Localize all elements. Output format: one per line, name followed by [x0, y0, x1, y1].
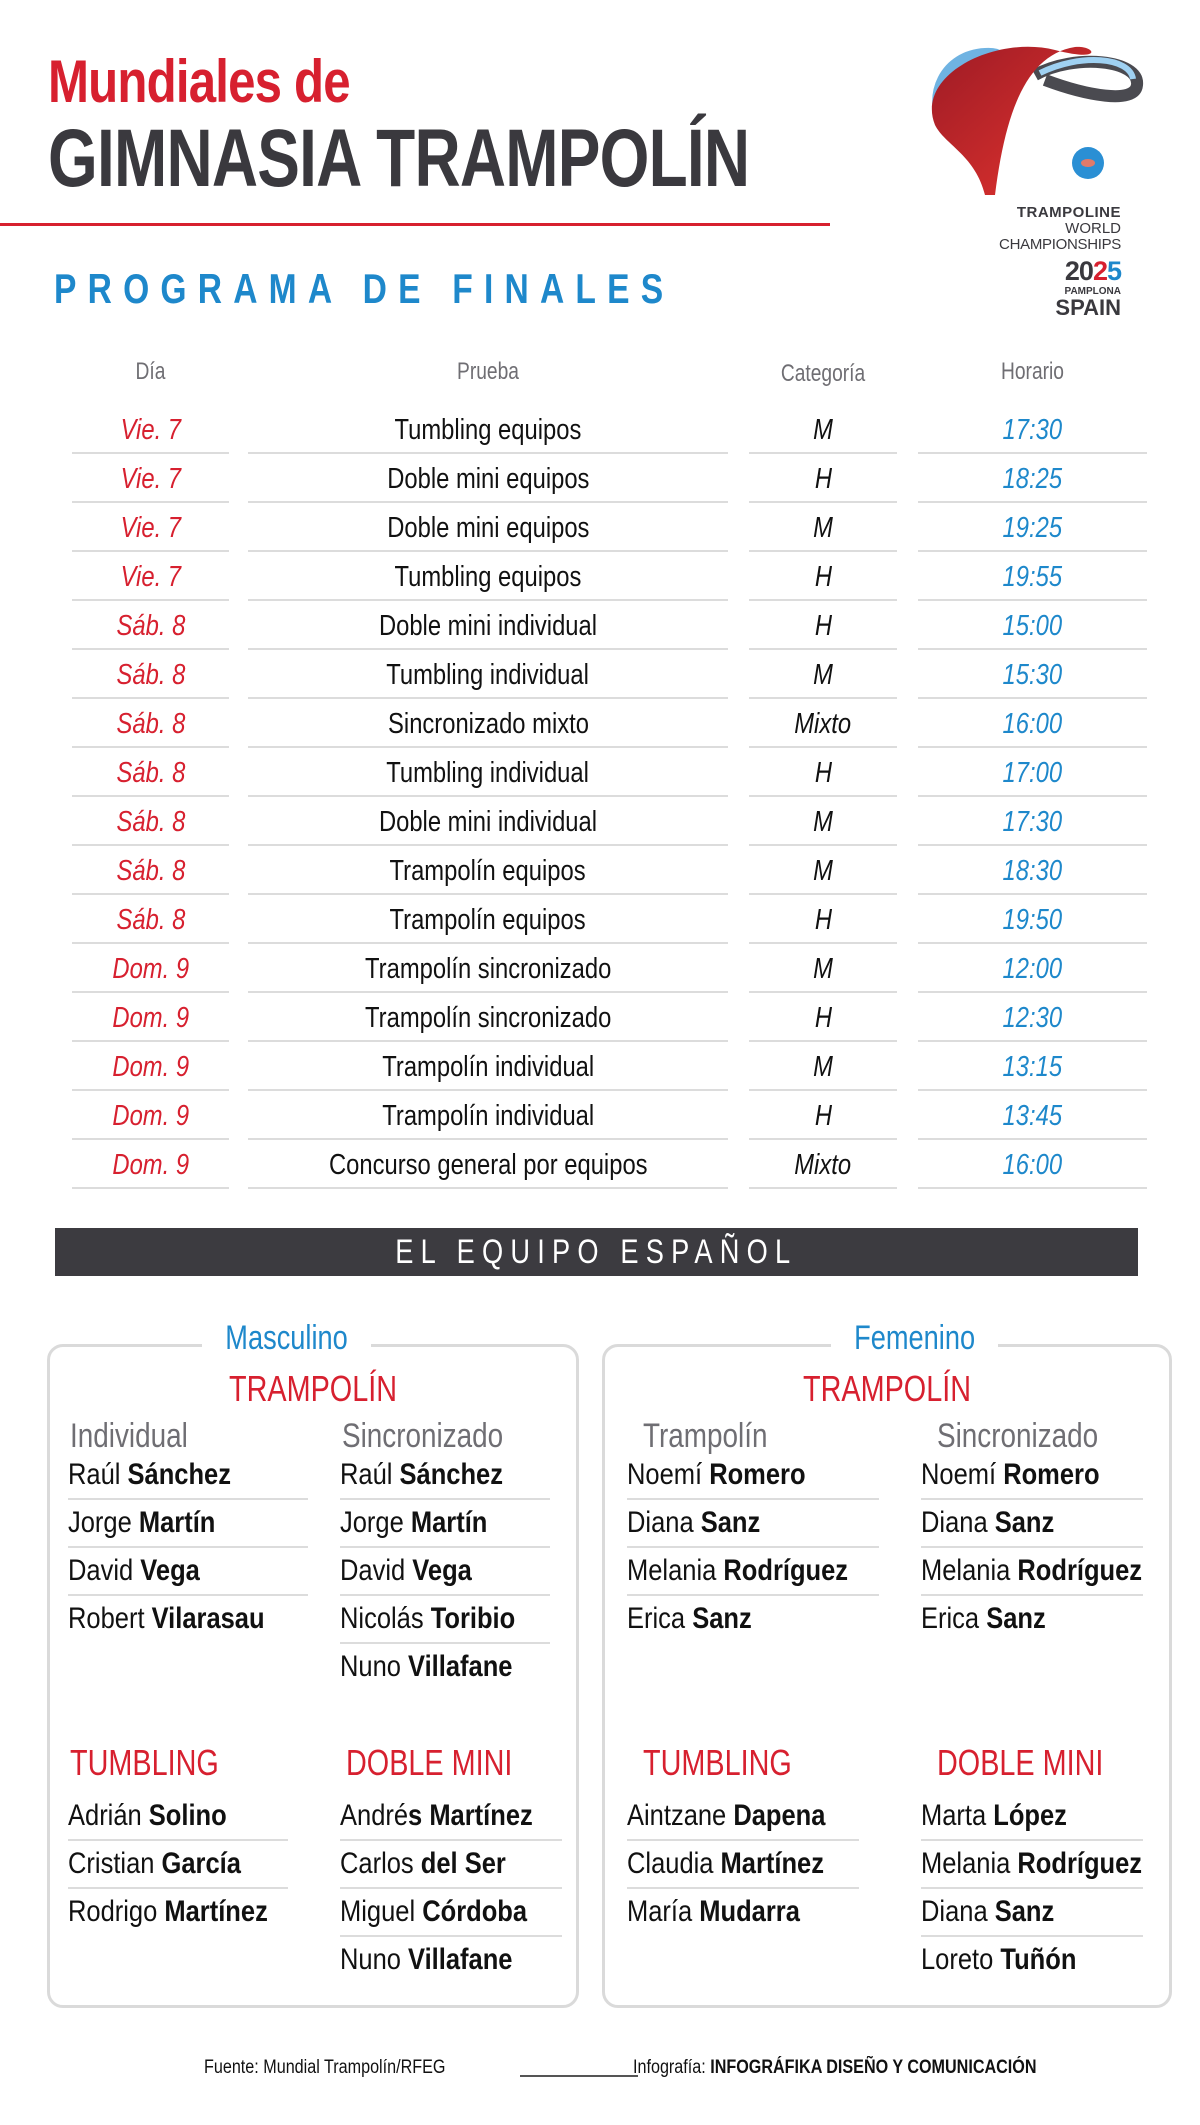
athlete-name: Aintzane Dapena — [627, 1793, 859, 1841]
category-cell: M — [749, 406, 897, 454]
footer-credit: Infografía: INFOGRÁFIKA DISEÑO Y COMUNICACIÓN — [633, 2057, 1037, 2078]
athlete-name: Miguel Córdoba — [340, 1889, 562, 1937]
event-cell: Sincronizado mixto — [248, 700, 728, 748]
schedule-row — [0, 651, 1200, 700]
event-cell: Trampolín individual — [248, 1092, 728, 1140]
athlete-name: Adrián Solino — [68, 1793, 288, 1841]
event-cell: Trampolín individual — [248, 1043, 728, 1091]
femenino-trampolin-subtitle: Trampolín — [643, 1417, 768, 1455]
time-cell: 12:00 — [918, 945, 1147, 993]
category-cell: H — [749, 896, 897, 944]
title-line-1: Mundiales de — [48, 48, 350, 115]
schedule-row — [0, 406, 1200, 455]
day-cell: Dom. 9 — [72, 1141, 229, 1189]
athlete-name: Noemí Romero — [627, 1452, 879, 1500]
athlete-name: Noemí Romero — [921, 1452, 1143, 1500]
masculino-doble-mini-title: DOBLE MINI — [346, 1742, 513, 1783]
day-cell: Sáb. 8 — [72, 602, 229, 650]
masculino-legend: Masculino — [202, 1321, 371, 1355]
athlete-name: Nicolás Toribio — [340, 1596, 550, 1644]
time-cell: 15:00 — [918, 602, 1147, 650]
athlete-name: Raúl Sánchez — [340, 1452, 550, 1500]
day-cell: Sáb. 8 — [72, 847, 229, 895]
schedule-row — [0, 700, 1200, 749]
time-cell: 13:15 — [918, 1043, 1147, 1091]
schedule-row — [0, 945, 1200, 994]
time-cell: 18:25 — [918, 455, 1147, 503]
schedule-row — [0, 553, 1200, 602]
time-cell: 15:30 — [918, 651, 1147, 699]
time-cell: 19:50 — [918, 896, 1147, 944]
logo-country: SPAIN — [1055, 295, 1121, 320]
masculino-sincronizado-title: Sincronizado — [342, 1417, 504, 1455]
category-cell: H — [749, 602, 897, 650]
femenino-doble-mini-list — [921, 1793, 1143, 1985]
category-cell: M — [749, 847, 897, 895]
athlete-name: Diana Sanz — [627, 1500, 879, 1548]
category-cell: M — [749, 651, 897, 699]
masculino-individual-list — [68, 1452, 308, 1644]
athlete-name: Jorge Martín — [68, 1500, 308, 1548]
athlete-name: Andrés Martínez — [340, 1793, 562, 1841]
category-cell: H — [749, 749, 897, 797]
athlete-name: Jorge Martín — [340, 1500, 550, 1548]
time-cell: 12:30 — [918, 994, 1147, 1042]
event-cell: Concurso general por equipos — [248, 1141, 728, 1189]
schedule-row — [0, 1043, 1200, 1092]
femenino-doble-mini-title: DOBLE MINI — [937, 1742, 1104, 1783]
day-cell: Sáb. 8 — [72, 651, 229, 699]
schedule-row — [0, 504, 1200, 553]
athlete-name: Raúl Sánchez — [68, 1452, 308, 1500]
athlete-name: Diana Sanz — [921, 1500, 1143, 1548]
category-cell: M — [749, 798, 897, 846]
schedule-row — [0, 847, 1200, 896]
day-cell: Vie. 7 — [72, 406, 229, 454]
time-cell: 19:25 — [918, 504, 1147, 552]
day-cell: Sáb. 8 — [72, 798, 229, 846]
event-cell: Tumbling individual — [248, 749, 728, 797]
title-divider — [0, 223, 830, 226]
footer-divider — [520, 2075, 638, 2077]
column-header-event: Prueba — [457, 358, 519, 385]
day-cell: Dom. 9 — [72, 994, 229, 1042]
time-cell: 17:30 — [918, 406, 1147, 454]
masculino-individual-title: Individual — [70, 1417, 188, 1455]
footer-source: Fuente: Mundial Trampolín/RFEG — [204, 2057, 446, 2078]
athlete-name: Diana Sanz — [921, 1889, 1143, 1937]
day-cell: Sáb. 8 — [72, 749, 229, 797]
logo-city: PAMPLONA — [1064, 286, 1121, 297]
femenino-tumbling-list — [627, 1793, 859, 1937]
masculino-tumbling-list — [68, 1793, 288, 1937]
schedule-row — [0, 1092, 1200, 1141]
athlete-name: Marta López — [921, 1793, 1143, 1841]
athlete-name: David Vega — [340, 1548, 550, 1596]
masculino-box — [47, 1319, 579, 2008]
trampoline-ribbon-logo-icon — [905, 35, 1155, 205]
team-banner: EL EQUIPO ESPAÑOL — [55, 1228, 1138, 1276]
event-cell: Tumbling equipos — [248, 406, 728, 454]
athlete-name: Robert Vilarasau — [68, 1602, 265, 1635]
athlete-name: Cristian García — [68, 1841, 288, 1889]
logo-year: 2025 — [1064, 256, 1121, 286]
masculino-trampolin-title: TRAMPOLÍN — [228, 1368, 398, 1409]
column-header-category: Categoría — [780, 360, 866, 387]
schedule-row — [0, 749, 1200, 798]
femenino-box — [602, 1319, 1172, 2008]
schedule-row — [0, 1141, 1200, 1190]
schedule-row — [0, 455, 1200, 504]
schedule-row — [0, 798, 1200, 847]
time-cell: 18:30 — [918, 847, 1147, 895]
femenino-legend: Femenino — [831, 1321, 998, 1355]
schedule-row — [0, 994, 1200, 1043]
logo-line-1: TRAMPOLINE — [1016, 204, 1121, 221]
event-cell: Doble mini equipos — [248, 504, 728, 552]
masculino-sincronizado-list — [340, 1452, 550, 1692]
day-cell: Dom. 9 — [72, 945, 229, 993]
subtitle: PROGRAMA DE FINALES — [54, 265, 675, 312]
time-cell: 17:00 — [918, 749, 1147, 797]
athlete-name: Loreto Tuñón — [921, 1943, 1077, 1976]
championship-logo — [905, 35, 1155, 335]
day-cell: Vie. 7 — [72, 553, 229, 601]
athlete-name: Melania Rodríguez — [627, 1548, 879, 1596]
category-cell: H — [749, 994, 897, 1042]
day-cell: Sáb. 8 — [72, 896, 229, 944]
category-cell: H — [749, 1092, 897, 1140]
event-cell: Trampolín sincronizado — [248, 945, 728, 993]
athlete-name: David Vega — [68, 1548, 308, 1596]
femenino-sincronizado-list — [921, 1452, 1143, 1644]
femenino-tumbling-title: TUMBLING — [643, 1742, 792, 1783]
day-cell: Vie. 7 — [72, 504, 229, 552]
column-header-day: Día — [135, 358, 166, 385]
event-cell: Tumbling individual — [248, 651, 728, 699]
masculino-doble-mini-list — [340, 1793, 562, 1985]
femenino-sincronizado-title: Sincronizado — [937, 1417, 1099, 1455]
logo-line-2: WORLD — [1065, 220, 1121, 237]
day-cell: Dom. 9 — [72, 1043, 229, 1091]
time-cell: 19:55 — [918, 553, 1147, 601]
athlete-name: Nuno Villafane — [340, 1650, 513, 1683]
event-cell: Doble mini equipos — [248, 455, 728, 503]
schedule-row — [0, 602, 1200, 651]
day-cell: Dom. 9 — [72, 1092, 229, 1140]
time-cell: 16:00 — [918, 1141, 1147, 1189]
athlete-name: Claudia Martínez — [627, 1841, 859, 1889]
event-cell: Doble mini individual — [248, 798, 728, 846]
day-cell: Sáb. 8 — [72, 700, 229, 748]
time-cell: 17:30 — [918, 798, 1147, 846]
category-cell: Mixto — [749, 1141, 897, 1189]
logo-line-3: CHAMPIONSHIPS — [999, 236, 1121, 253]
title-line-2: GIMNASIA TRAMPOLÍN — [48, 113, 750, 204]
athlete-name: Erica Sanz — [921, 1602, 1046, 1635]
event-cell: Trampolín equipos — [248, 847, 728, 895]
masculino-tumbling-title: TUMBLING — [70, 1742, 219, 1783]
athlete-name: Erica Sanz — [627, 1602, 752, 1635]
event-cell: Trampolín sincronizado — [248, 994, 728, 1042]
athlete-name: Rodrigo Martínez — [68, 1895, 268, 1928]
femenino-trampolin-list — [627, 1452, 879, 1644]
schedule-row — [0, 896, 1200, 945]
athlete-name: Melania Rodríguez — [921, 1548, 1143, 1596]
athlete-name: Nuno Villafane — [340, 1943, 513, 1976]
category-cell: M — [749, 1043, 897, 1091]
event-cell: Tumbling equipos — [248, 553, 728, 601]
femenino-trampolin-title: TRAMPOLÍN — [802, 1368, 972, 1409]
column-header-time: Horario — [1001, 358, 1064, 385]
athlete-name: Melania Rodríguez — [921, 1841, 1143, 1889]
time-cell: 16:00 — [918, 700, 1147, 748]
category-cell: Mixto — [749, 700, 897, 748]
athlete-name: María Mudarra — [627, 1895, 800, 1928]
category-cell: M — [749, 945, 897, 993]
day-cell: Vie. 7 — [72, 455, 229, 503]
athlete-name: Carlos del Ser — [340, 1841, 562, 1889]
event-cell: Doble mini individual — [248, 602, 728, 650]
category-cell: H — [749, 553, 897, 601]
time-cell: 13:45 — [918, 1092, 1147, 1140]
category-cell: M — [749, 504, 897, 552]
category-cell: H — [749, 455, 897, 503]
event-cell: Trampolín equipos — [248, 896, 728, 944]
